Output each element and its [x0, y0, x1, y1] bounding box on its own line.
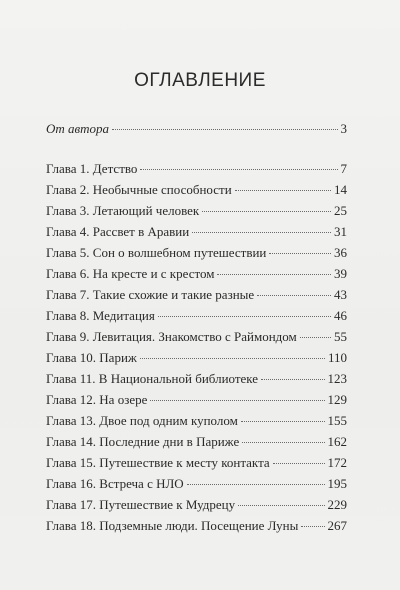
- leader-dots: [269, 253, 331, 254]
- leader-dots: [202, 211, 331, 212]
- toc-entry-page: 14: [334, 182, 347, 197]
- toc-entry-label: От автора: [46, 121, 110, 136]
- toc-entry-label: Глава 13. Двое под одним куполом: [46, 413, 238, 428]
- leader-dots: [261, 379, 324, 380]
- toc-entry: [46, 371, 347, 389]
- toc-entry: [46, 434, 347, 452]
- toc-entry: [46, 413, 347, 431]
- leader-dots: [187, 484, 325, 485]
- toc-entry-label: Глава 4. Рассвет в Аравии: [46, 224, 190, 239]
- toc-entry-page: 36: [334, 245, 347, 260]
- toc-entry-label: Глава 15. Путешествие к месту контакта: [46, 455, 270, 470]
- toc-entry-label: Глава 2. Необычные способности: [46, 182, 232, 197]
- toc-entry-page: 7: [340, 161, 347, 176]
- leader-dots: [241, 421, 325, 422]
- toc-entry-page: 110: [327, 350, 347, 365]
- leader-dots: [150, 400, 324, 401]
- toc-entry: [46, 476, 347, 494]
- toc-entry-page: 229: [327, 497, 347, 512]
- toc-entry: [46, 266, 347, 284]
- toc-entry: [46, 161, 347, 179]
- toc-entry-label: Глава 14. Последние дни в Париже: [46, 434, 240, 449]
- toc-entry-label: Глава 6. На кресте и с крестом: [46, 266, 215, 281]
- leader-dots: [242, 442, 324, 443]
- toc-entry-author: [46, 121, 347, 139]
- toc-entry: [46, 518, 347, 536]
- leader-dots: [112, 129, 337, 130]
- toc-entry-page: 162: [327, 434, 347, 449]
- toc-entry-page: 267: [327, 518, 347, 533]
- toc-entry-page: 172: [327, 455, 347, 470]
- leader-dots: [257, 295, 331, 296]
- toc-entry-page: 25: [334, 203, 347, 218]
- toc-entry-label: Глава 12. На озере: [46, 392, 148, 407]
- toc-entry: [46, 392, 347, 410]
- toc-entry-page: 43: [334, 287, 347, 302]
- leader-dots: [140, 358, 325, 359]
- toc-entry-label: Глава 7. Такие схожие и такие разные: [46, 287, 255, 302]
- toc-entry-label: Глава 5. Сон о волшебном путешествии: [46, 245, 267, 260]
- toc-entry-label: Глава 18. Подземные люди. Посещение Луны: [46, 518, 299, 533]
- leader-dots: [140, 169, 337, 170]
- leader-dots: [273, 463, 325, 464]
- leader-dots: [238, 505, 324, 506]
- leader-dots: [158, 316, 331, 317]
- toc-entry-page: 39: [334, 266, 347, 281]
- toc-entry-page: 195: [327, 476, 347, 491]
- toc-entry-page: 3: [340, 121, 347, 136]
- toc-entry: [46, 455, 347, 473]
- toc-entry: [46, 203, 347, 221]
- leader-dots: [192, 232, 331, 233]
- toc-entry-label: Глава 11. В Национальной библиотеке: [46, 371, 259, 386]
- toc-entry: [46, 224, 347, 242]
- toc-entry: [46, 350, 347, 368]
- toc-entry: [46, 287, 347, 305]
- toc-entry-label: Глава 9. Левитация. Знакомство с Раймондом: [46, 329, 297, 344]
- toc-entry-label: Глава 8. Медитация: [46, 308, 155, 323]
- toc-entry-label: Глава 3. Летающий человек: [46, 203, 200, 218]
- toc-entry: [46, 182, 347, 200]
- toc-entry-page: 129: [327, 392, 347, 407]
- toc-entry-page: 155: [327, 413, 347, 428]
- toc-entry-page: 55: [334, 329, 347, 344]
- leader-dots: [217, 274, 331, 275]
- toc-entry-label: Глава 16. Встреча с НЛО: [46, 476, 184, 491]
- toc-entry: [46, 329, 347, 347]
- page-title: ОГЛАВЛЕНИЕ: [134, 70, 266, 91]
- leader-dots: [300, 337, 331, 338]
- toc-entry-label: Глава 17. Путешествие к Мудрецу: [46, 497, 236, 512]
- toc-entry: [46, 245, 347, 263]
- toc-entry-page: 123: [327, 371, 347, 386]
- toc-entry-label: Глава 1. Детство: [46, 161, 138, 176]
- leader-dots: [301, 526, 324, 527]
- toc-entry: [46, 497, 347, 515]
- toc-entry-page: 46: [334, 308, 347, 323]
- leader-dots: [235, 190, 331, 191]
- toc-entry-label: Глава 10. Париж: [46, 350, 137, 365]
- toc-entry: [46, 308, 347, 326]
- toc-entry-page: 31: [334, 224, 347, 239]
